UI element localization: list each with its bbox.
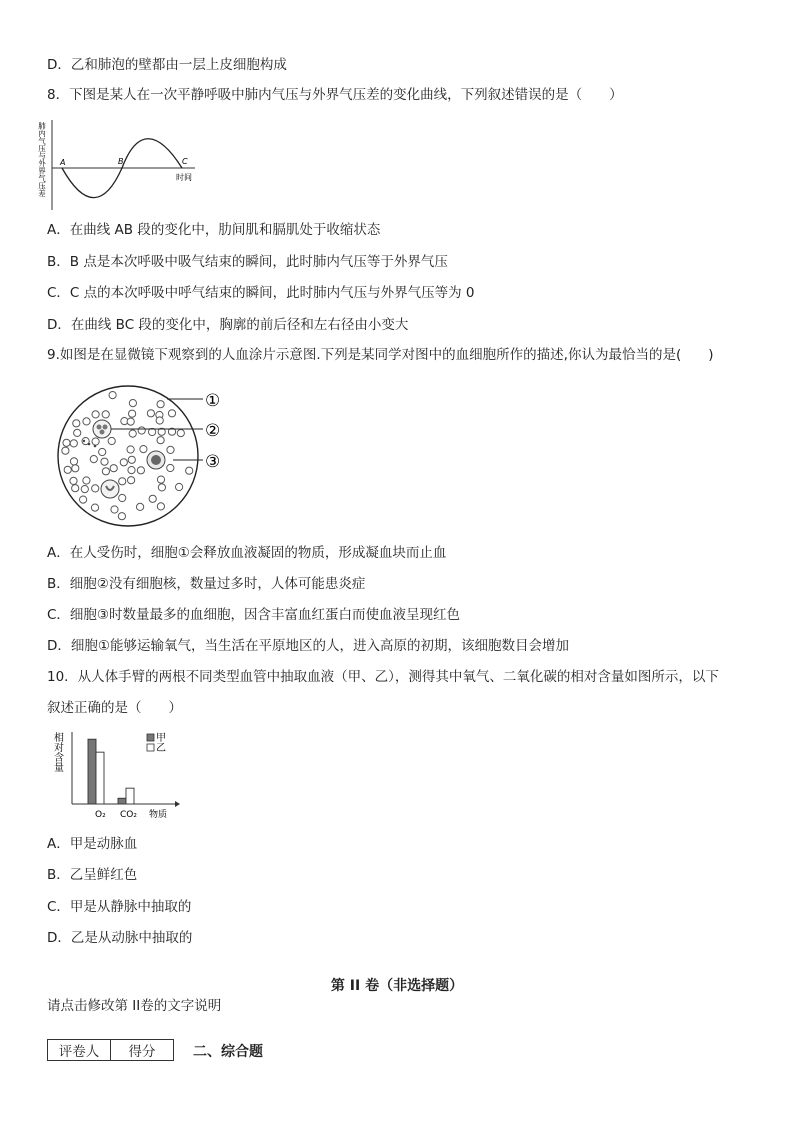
red-blood-cell	[92, 485, 99, 492]
red-blood-cell	[72, 465, 79, 472]
q8-option-c: C．C 点的本次呼吸中呼气结束的瞬间，此时肺内气压与外界气压等为 0	[47, 285, 475, 301]
q8-xlabel: 时间	[176, 173, 192, 182]
red-blood-cell	[156, 417, 163, 424]
chart-ylabel: 相对含量	[51, 732, 63, 772]
section-2-title: 第 II 卷（非选择题）	[330, 978, 464, 994]
red-blood-cell	[157, 476, 164, 483]
red-blood-cell	[149, 495, 156, 502]
red-blood-cell	[137, 503, 144, 510]
red-blood-cell	[102, 468, 109, 475]
red-blood-cell	[119, 494, 126, 501]
white-blood-cell-2	[101, 480, 119, 498]
category-label-co2: CO₂	[120, 810, 137, 820]
red-blood-cell	[73, 420, 80, 427]
q10-option-c: C．甲是从静脉中抽取的	[47, 899, 192, 915]
q10-option-a: A．甲是动脉血	[47, 836, 138, 852]
red-blood-cell	[129, 400, 136, 407]
point-c-label: C	[182, 157, 188, 166]
q10-option-d: D．乙是从动脉中抽取的	[47, 930, 193, 946]
q8-stem: 8．下图是某人在一次平静呼吸中肺内气压与外界气压差的变化曲线，下列叙述错误的是（ ）	[47, 87, 623, 103]
red-blood-cell	[92, 438, 99, 445]
bar-jia-o2	[88, 739, 96, 804]
q10-stem-line2: 叙述正确的是（ ）	[47, 700, 182, 716]
red-blood-cell	[127, 446, 134, 453]
legend-swatch-yi	[147, 744, 154, 751]
category-label-o2: O₂	[95, 810, 106, 820]
q9-option-c: C．细胞③时数量最多的血细胞，因含丰富血红蛋白而使血液呈现红色	[47, 607, 461, 623]
red-blood-cell	[70, 440, 77, 447]
bar-jia-co2	[118, 798, 126, 804]
red-blood-cell	[72, 485, 79, 492]
q9-option-b: B．细胞②没有细胞核，数量过多时，人体可能患炎症	[47, 576, 366, 592]
point-b-label: B	[118, 157, 124, 166]
q8-option-a: A．在曲线 AB 段的变化中，肋间肌和膈肌处于收缩状态	[47, 222, 381, 238]
red-blood-cell	[118, 513, 125, 520]
red-blood-cell	[158, 484, 165, 491]
red-blood-cell	[120, 459, 127, 466]
red-blood-cell	[128, 477, 135, 484]
red-blood-cell	[157, 503, 164, 510]
red-blood-cell	[70, 458, 77, 465]
q7-option-d: D．乙和肺泡的壁都由一层上皮细胞构成	[47, 57, 287, 73]
section-2-note: 请点击修改第 II卷的文字说明	[47, 998, 222, 1014]
point-a-label: A	[60, 158, 66, 167]
grader-cell: 评卷人	[48, 1040, 111, 1061]
large-white-cell	[147, 451, 165, 469]
red-blood-cell	[101, 458, 108, 465]
red-blood-cell	[167, 464, 174, 471]
bar-yi-o2	[96, 752, 104, 804]
red-blood-cell	[177, 430, 184, 437]
q9-stem: 9.如图是在显微镜下观察到的人血涂片示意图.下列是某同学对图中的血细胞所作的描述,你认为最恰当的是( )	[47, 347, 714, 363]
red-blood-cell	[138, 427, 145, 434]
q8-option-d: D．在曲线 BC 段的变化中，胸廓的前后径和左右径由小变大	[47, 317, 409, 333]
label-3: ③	[205, 452, 221, 472]
red-blood-cell	[62, 447, 69, 454]
red-blood-cell	[109, 392, 116, 399]
red-blood-cell	[63, 439, 70, 446]
red-blood-cell	[99, 448, 106, 455]
red-blood-cell	[157, 401, 164, 408]
red-blood-cell	[74, 429, 81, 436]
score-table	[47, 1039, 174, 1061]
red-blood-cell	[110, 465, 117, 472]
red-blood-cell	[81, 486, 88, 493]
q9-option-d: D．细胞①能够运输氧气，当生活在平原地区的人，进入高原的初期，该细胞数目会增加	[47, 638, 569, 654]
red-blood-cell	[83, 418, 90, 425]
red-blood-cell	[92, 411, 99, 418]
label-2: ②	[205, 421, 221, 441]
legend-label-jia: 甲	[156, 733, 166, 744]
q9-option-a: A．在人受伤时，细胞①会释放血液凝固的物质，形成凝血块而止血	[47, 545, 447, 561]
red-blood-cell	[129, 430, 136, 437]
red-blood-cell	[128, 467, 135, 474]
x-axis-arrow	[175, 801, 180, 807]
red-blood-cell	[127, 418, 134, 425]
microscope-field	[58, 386, 198, 526]
red-blood-cell	[91, 504, 98, 511]
red-blood-cell	[140, 446, 147, 453]
red-blood-cell	[147, 410, 154, 417]
red-blood-cell	[186, 467, 193, 474]
q8-ylabel: 肺内气压与外界气压差	[37, 122, 47, 197]
red-blood-cell	[83, 477, 90, 484]
red-blood-cell	[167, 446, 174, 453]
red-blood-cell	[157, 437, 164, 444]
bar-yi-co2	[126, 788, 134, 804]
legend-swatch-jia	[147, 734, 154, 741]
gas-content-bar-chart	[51, 728, 185, 824]
red-blood-cell	[90, 456, 97, 463]
red-blood-cell	[108, 437, 115, 444]
legend-label-yi: 乙	[156, 743, 166, 754]
red-blood-cell	[128, 456, 135, 463]
red-blood-cell	[176, 483, 183, 490]
red-blood-cell	[129, 410, 136, 417]
white-blood-cell	[93, 420, 111, 438]
red-blood-cell	[119, 478, 126, 485]
red-blood-cell	[70, 477, 77, 484]
red-blood-cell	[64, 466, 71, 473]
red-blood-cell	[111, 506, 118, 513]
red-blood-cell	[137, 467, 144, 474]
red-blood-cell	[168, 410, 175, 417]
chart-xlabel: 物质	[149, 810, 168, 820]
pressure-curve-figure	[37, 114, 200, 214]
q8-option-b: B．B 点是本次呼吸中吸气结束的瞬间，此时肺内气压等于外界气压	[47, 254, 448, 270]
red-blood-cell	[102, 411, 109, 418]
red-blood-cell	[80, 496, 87, 503]
blood-smear-figure	[55, 382, 245, 534]
q10-option-b: B．乙呈鲜红色	[47, 867, 138, 883]
q10-stem-line1: 10．从人体手臂的两根不同类型血管中抽取血液（甲、乙），测得其中氧气、二氧化碳的相对含量如图所示，以下	[47, 669, 719, 685]
section-heading: 二、综合题	[193, 1044, 263, 1060]
score-cell: 得分	[111, 1040, 174, 1061]
label-1: ①	[205, 391, 221, 411]
